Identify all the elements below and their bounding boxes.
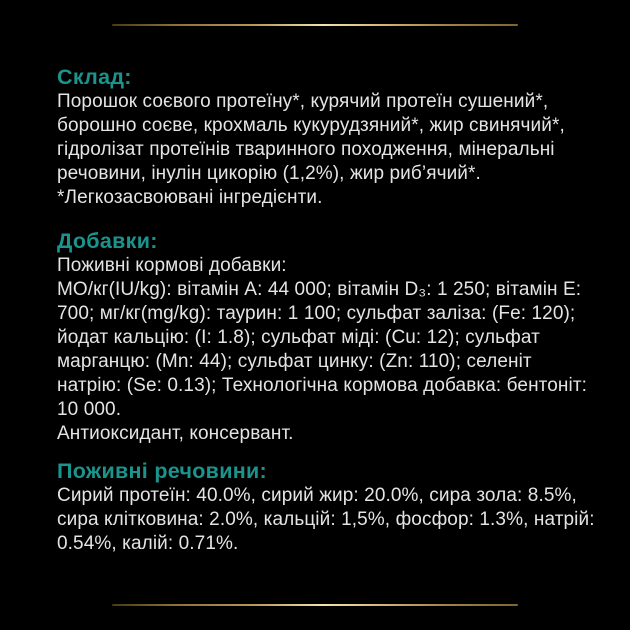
text-line: 0.54%, калій: 0.71%.	[57, 533, 239, 554]
section-heading: Склад:	[57, 65, 132, 89]
text-line: борошно соєве, крохмаль кукурудзяний*, жир свинячий*,	[57, 115, 565, 136]
section-additives	[57, 228, 588, 446]
section-heading: Добавки:	[57, 229, 158, 253]
text-line: Антиоксидант, консервант.	[57, 423, 294, 444]
text-line: *Легкозасвоювані інгредієнти.	[57, 187, 323, 208]
text-line: 700; мг/кг(mg/kg): таурин: 1 100; сульфат заліза: (Fe: 120);	[57, 303, 576, 324]
text-line: марганцю: (Mn: 44); сульфат цинку: (Zn: 110); селеніт	[57, 351, 532, 372]
text-line: МО/кг(IU/kg): вітамін А: 44 000; вітамін D₃: 1 250; вітамін Е:	[57, 279, 582, 300]
section-nutrients	[57, 458, 595, 556]
label-content	[57, 64, 595, 556]
text-line: натрію: (Se: 0.13); Технологічна кормова добавка: бентоніт:	[57, 375, 588, 396]
section-composition	[57, 64, 577, 210]
text-line: гідролізат протеїнів тваринного походження, мінеральні	[57, 139, 555, 160]
text-line: речовини, інулін цикорію (1,2%), жир риб’ячий*.	[57, 163, 481, 184]
section-heading: Поживні речовини:	[57, 459, 267, 483]
text-line: 10 000.	[57, 399, 122, 420]
gold-divider-top	[112, 24, 518, 26]
text-line: Сирий протеїн: 40.0%, сирий жир: 20.0%, сира зола: 8.5%,	[57, 485, 577, 506]
text-line: Поживні кормові добавки:	[57, 255, 287, 276]
text-line: Порошок соєвого протеїну*, курячий протеїн сушений*,	[57, 91, 549, 112]
text-line: йодат кальцію: (I: 1.8); сульфат міді: (Cu: 12); сульфат	[57, 327, 540, 348]
gold-divider-bottom	[112, 604, 518, 606]
text-line: сира клітковина: 2.0%, кальцій: 1,5%, фосфор: 1.3%, натрій:	[57, 509, 595, 530]
